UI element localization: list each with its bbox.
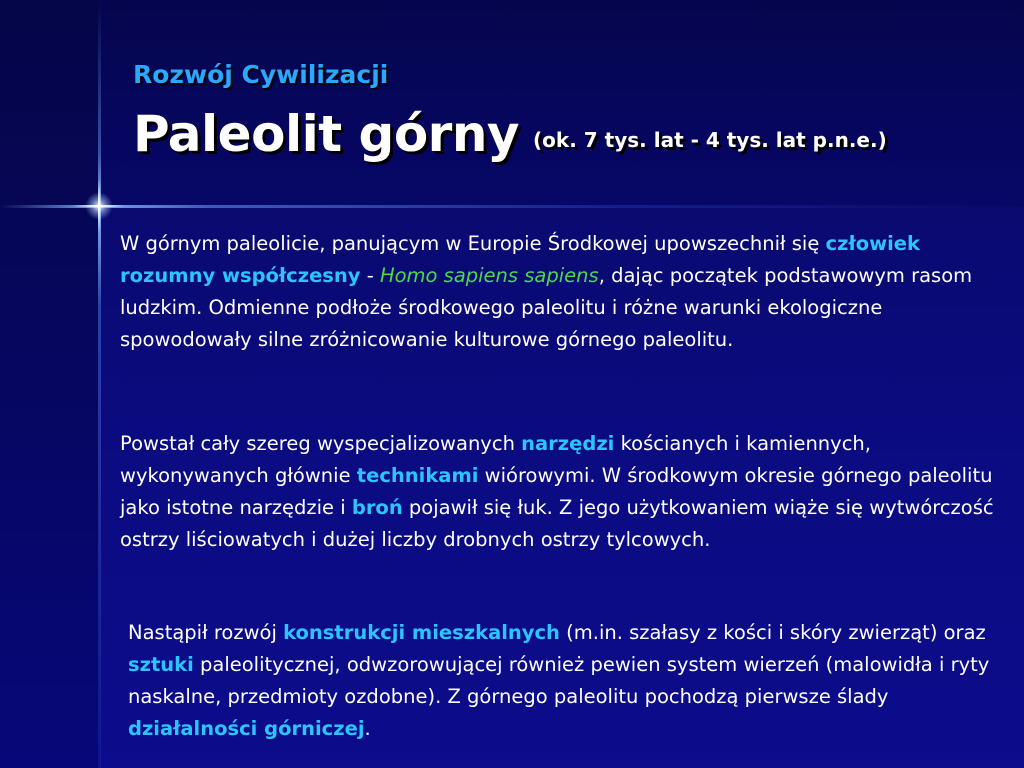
text-run: wiórowymi. W środkowym okresie górnego paleolitu jako istotne narzędzie i [120,464,993,519]
text-run: W górnym paleolicie, panującym w Europie Środkowej upowszechnił się [120,232,826,255]
text-run: - [360,264,380,287]
text-run: , dając początek podstawowym rasom ludzkim. Odmienne podłoże środkowego paleolitu i różne warunki ekologiczne spowodowały silne zróżnicowanie kulturowe górnego paleolitu. [120,264,973,351]
text-run: kościanych i kamiennych, wykonywanych głównie [120,432,871,487]
slide-title: Paleolit górny [133,105,520,163]
paragraph-tools [120,428,1000,556]
slide-subtitle: Rozwój Cywilizacji [133,60,389,89]
slide-title-line [133,105,887,163]
text-run: (m.in. szałasy z kości i skóry zwierząt) oraz [559,621,986,644]
highlight-term: konstrukcji mieszkalnych [283,621,560,644]
date-range: (ok. 7 tys. lat - 4 tys. lat p.n.e.) [533,128,887,152]
highlight-term: działalności górniczej [128,717,365,740]
highlight-term: sztuki [128,653,194,676]
highlight-term: broń [351,496,403,519]
highlight-term: technikami [356,464,479,487]
text-run: Nastąpił rozwój [128,621,284,644]
text-run: Powstał cały szereg wyspecjalizowanych [120,432,522,455]
highlight-term: narzędzi [521,432,615,455]
vertical-light-line [98,0,101,768]
left-decorative-strip [0,0,100,768]
paragraph-modern-human [120,228,980,356]
text-run: pojawił się łuk. Z jego użytkowaniem wiąże się wytwórczość ostrzy liściowatych i dużej liczby drobnych ostrzy tylcowych. [120,496,994,551]
species-name: Homo sapiens sapiens [379,264,599,287]
title-band [100,0,1024,207]
paragraph-dwellings-art [128,617,1018,745]
horizontal-light-line [0,205,1024,208]
text-run: paleolitycznej, odwzorowującej również pewien system wierzeń (malowidła i ryty naskalne, przedmioty ozdobne). Z górnego paleolitu pochodzą pierwsze ślady [128,653,990,708]
highlight-term: człowiek rozumny współczesny [120,232,920,287]
text-run: . [364,717,371,740]
